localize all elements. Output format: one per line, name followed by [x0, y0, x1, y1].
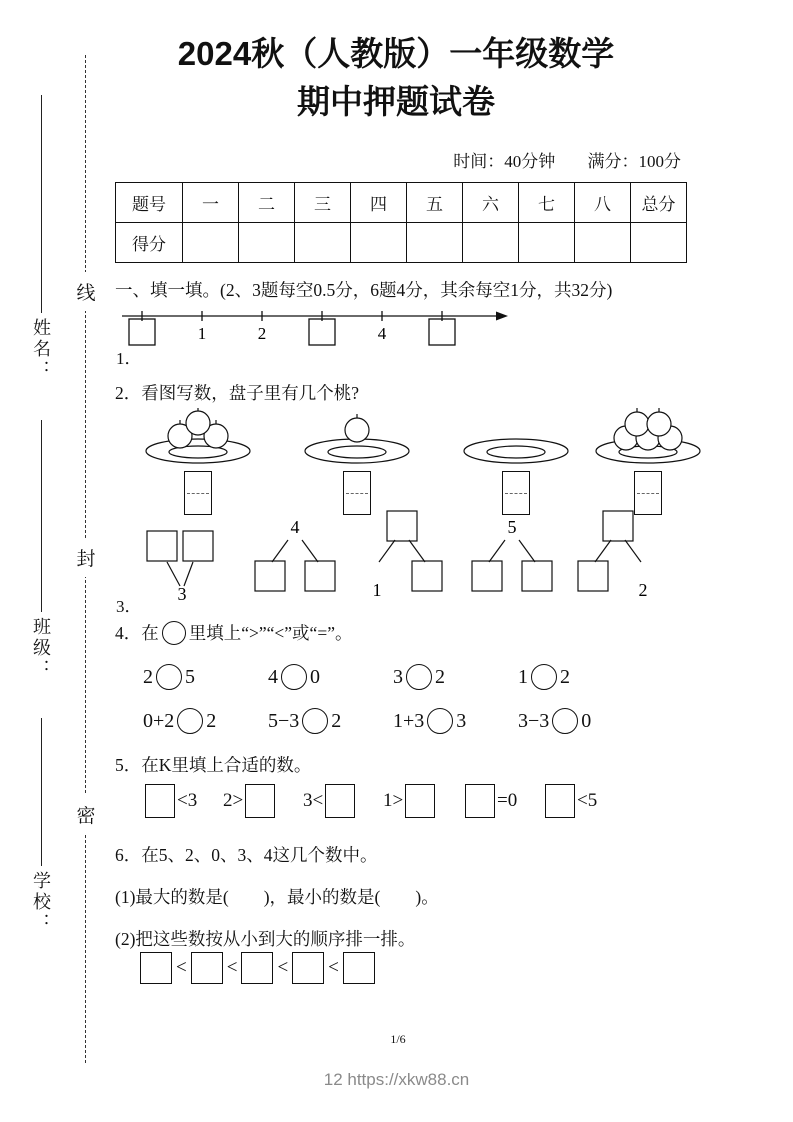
answer-circle — [427, 708, 453, 734]
plate-with-peaches-icon — [460, 408, 572, 466]
q1-tick-label: 1 — [197, 324, 207, 343]
comparison-right: 0 — [310, 665, 320, 688]
score-table-header-cell: 三 — [295, 183, 351, 223]
q5-answer-box — [405, 784, 435, 818]
q5-post-text: =0 — [497, 790, 518, 811]
school-blank-line — [41, 718, 42, 866]
exam-meta — [115, 147, 681, 172]
score-table-header-label: 题号 — [116, 183, 183, 223]
plate-with-peaches-icon — [592, 408, 704, 466]
bond-answer-box — [305, 561, 335, 591]
name-field — [28, 95, 54, 381]
score-table-header-cell: 七 — [519, 183, 575, 223]
comparison-left: 3 — [393, 665, 403, 688]
comparison-item — [143, 708, 268, 734]
page-number: 1/6 — [390, 1032, 406, 1046]
score-empty-cell — [463, 223, 519, 263]
comparison-left: 1+3 — [393, 709, 425, 732]
peach-icon — [186, 411, 210, 435]
bond-answer-box — [603, 511, 633, 541]
score-table — [115, 182, 687, 263]
score-table-header-cell: 总分 — [631, 183, 687, 223]
q5-pre-text: 3< — [303, 790, 324, 811]
q5-answer-box — [545, 784, 575, 818]
comparison-right: 2 — [206, 709, 217, 732]
bond-answer-box — [578, 561, 608, 591]
q5-post-text: <5 — [577, 790, 598, 811]
circle-icon — [162, 621, 186, 645]
q6-text: 6．在5、2、0、3、4这几个数中。 — [115, 845, 378, 865]
bond-svg — [135, 506, 235, 606]
page-title-line2: 期中押题试卷 — [297, 83, 495, 120]
answer-box-midline — [637, 493, 659, 494]
answer-circle — [281, 664, 307, 690]
q1-tick-label: 4 — [377, 324, 387, 343]
answer-box-midline — [187, 493, 209, 494]
comparison-item — [268, 708, 393, 734]
plate-unit — [301, 408, 413, 515]
plate-unit — [592, 408, 704, 515]
bond-answer-box — [522, 561, 552, 591]
peach-icon — [625, 412, 649, 436]
bond-diagram — [568, 506, 668, 606]
bond-svg — [245, 506, 345, 606]
q5-row — [143, 784, 623, 818]
answer-circle — [531, 664, 557, 690]
name-field-label: 姓名： — [31, 318, 51, 381]
q5-item — [223, 784, 303, 818]
bond-svg — [462, 506, 562, 606]
order-answer-box — [191, 952, 223, 984]
plate-with-peaches-icon — [142, 408, 254, 466]
school-field — [28, 718, 54, 934]
bond-diagram — [462, 506, 562, 606]
score-table-header-cell: 五 — [407, 183, 463, 223]
q5-item — [303, 784, 383, 818]
q5-pre-text: 1> — [383, 790, 404, 811]
bond-number: 3 — [177, 584, 187, 604]
q5-item — [543, 784, 623, 818]
score-empty-cell — [239, 223, 295, 263]
answer-circle — [302, 708, 328, 734]
class-field-label: 班级： — [31, 617, 51, 680]
order-answer-box — [343, 952, 375, 984]
bond-answer-box — [183, 531, 213, 561]
q5-pre-text: 2> — [223, 790, 244, 811]
comparison-left: 0+2 — [143, 709, 175, 732]
q5-answer-box — [145, 784, 175, 818]
time-label: 时间：40分钟 — [453, 152, 556, 171]
page-title-line1: 2024秋（人教版）一年级数学 — [177, 35, 615, 72]
school-field-label: 学校： — [31, 871, 51, 934]
less-than-separator: < — [328, 957, 339, 978]
comparison-item — [393, 708, 518, 734]
less-than-separator: < — [176, 957, 187, 978]
comparison-left: 5−3 — [268, 709, 300, 732]
seal-char-mi: 密 — [73, 795, 99, 834]
less-than-separator: < — [226, 957, 238, 978]
comparison-left: 4 — [268, 665, 278, 688]
q1-answer-box — [309, 319, 335, 345]
score-table-header-cell: 六 — [463, 183, 519, 223]
comparison-right: 5 — [185, 665, 195, 688]
answer-circle — [406, 664, 432, 690]
score-table-header-cell: 四 — [351, 183, 407, 223]
comparison-left: 3−3 — [518, 709, 550, 732]
comparison-left: 2 — [143, 665, 153, 688]
q5-answer-box — [325, 784, 355, 818]
comparison-right: 0 — [581, 709, 592, 732]
bond-number: 2 — [638, 580, 648, 600]
q1-number-line — [118, 302, 513, 369]
order-answer-box — [292, 952, 324, 984]
q2-text: 2．看图写数，盘子里有几个桃? — [115, 383, 360, 403]
score-table-header-cell: 二 — [239, 183, 295, 223]
q5-post-text: <3 — [177, 790, 198, 811]
class-blank-line — [41, 420, 42, 612]
seal-char-feng: 封 — [73, 538, 99, 577]
plate-with-peaches-icon — [301, 408, 413, 466]
answer-circle — [156, 664, 182, 690]
score-empty-cell — [183, 223, 239, 263]
bond-svg — [352, 506, 452, 606]
score-empty-cell — [519, 223, 575, 263]
plate-unit — [142, 408, 254, 515]
comparison-item — [518, 708, 643, 734]
peach-icon — [647, 412, 671, 436]
full-score-label: 满分：100分 — [587, 152, 681, 171]
bond-diagram — [352, 506, 452, 606]
plate-unit — [460, 408, 572, 515]
comparison-right: 2 — [560, 665, 570, 688]
less-than-separator: < — [277, 957, 289, 978]
bond-svg — [568, 506, 668, 606]
comparison-left: 1 — [518, 665, 528, 688]
bond-diagram — [135, 506, 235, 606]
q5-answer-box — [245, 784, 275, 818]
score-empty-cell — [631, 223, 687, 263]
q5-text: 5．在K里填上合适的数。 — [115, 755, 312, 775]
bond-answer-box — [387, 511, 417, 541]
comparison-right: 2 — [435, 665, 445, 688]
q1-tick-label: 2 — [257, 324, 267, 343]
score-table-header-cell: 八 — [575, 183, 631, 223]
comparison-item — [393, 664, 518, 690]
q4-row-2 — [143, 708, 643, 734]
bond-answer-box — [412, 561, 442, 591]
bond-answer-box — [147, 531, 177, 561]
q4-header-suffix: 里填上“>”“<”或“=”。 — [188, 623, 353, 643]
comparison-right: 3 — [456, 709, 467, 732]
answer-circle — [552, 708, 578, 734]
q6-part1: (1)最大的数是( )，最小的数是( )。 — [115, 887, 439, 907]
comparison-item — [143, 664, 268, 690]
bond-diagram — [245, 506, 345, 606]
section-one-heading: 一、填一填。(2、3题每空0.5分，6题4分，其余每空1分，共32分) — [115, 280, 613, 300]
name-blank-line — [41, 95, 42, 313]
order-answer-box — [140, 952, 172, 984]
q4-header — [115, 620, 352, 645]
q5-answer-box — [465, 784, 495, 818]
bond-number: 5 — [507, 517, 517, 537]
bond-number: 4 — [290, 517, 300, 537]
bond-answer-box — [255, 561, 285, 591]
score-empty-cell — [351, 223, 407, 263]
q5-item — [143, 784, 223, 818]
q1-answer-box — [429, 319, 455, 345]
class-field — [28, 420, 54, 680]
q1-label: 1． — [116, 349, 142, 368]
answer-box-midline — [505, 493, 527, 494]
q6-part2: (2)把这些数按从小到大的顺序排一排。 — [115, 929, 416, 949]
q4-row-1 — [143, 664, 643, 690]
footer-url: 12 https://xkw88.cn — [323, 1070, 470, 1089]
answer-circle — [177, 708, 203, 734]
score-row-label: 得分 — [116, 223, 183, 263]
comparison-item — [518, 664, 643, 690]
score-empty-cell — [295, 223, 351, 263]
q6-order-row — [140, 952, 375, 984]
seal-char-xian: 线 — [73, 272, 99, 311]
score-empty-cell — [407, 223, 463, 263]
comparison-right: 2 — [331, 709, 342, 732]
q5-item — [383, 784, 463, 818]
q5-item — [463, 784, 543, 818]
order-answer-box — [241, 952, 273, 984]
q3-label: 3． — [116, 597, 142, 616]
bond-answer-box — [472, 561, 502, 591]
score-table-header-cell: 一 — [183, 183, 239, 223]
score-empty-cell — [575, 223, 631, 263]
q1-number-line-svg — [118, 302, 513, 364]
q1-answer-box — [129, 319, 155, 345]
answer-box-midline — [346, 493, 368, 494]
bond-number: 1 — [372, 580, 382, 600]
comparison-item — [268, 664, 393, 690]
q4-header-prefix: 4．在 — [115, 623, 159, 643]
peach-icon — [345, 418, 369, 442]
